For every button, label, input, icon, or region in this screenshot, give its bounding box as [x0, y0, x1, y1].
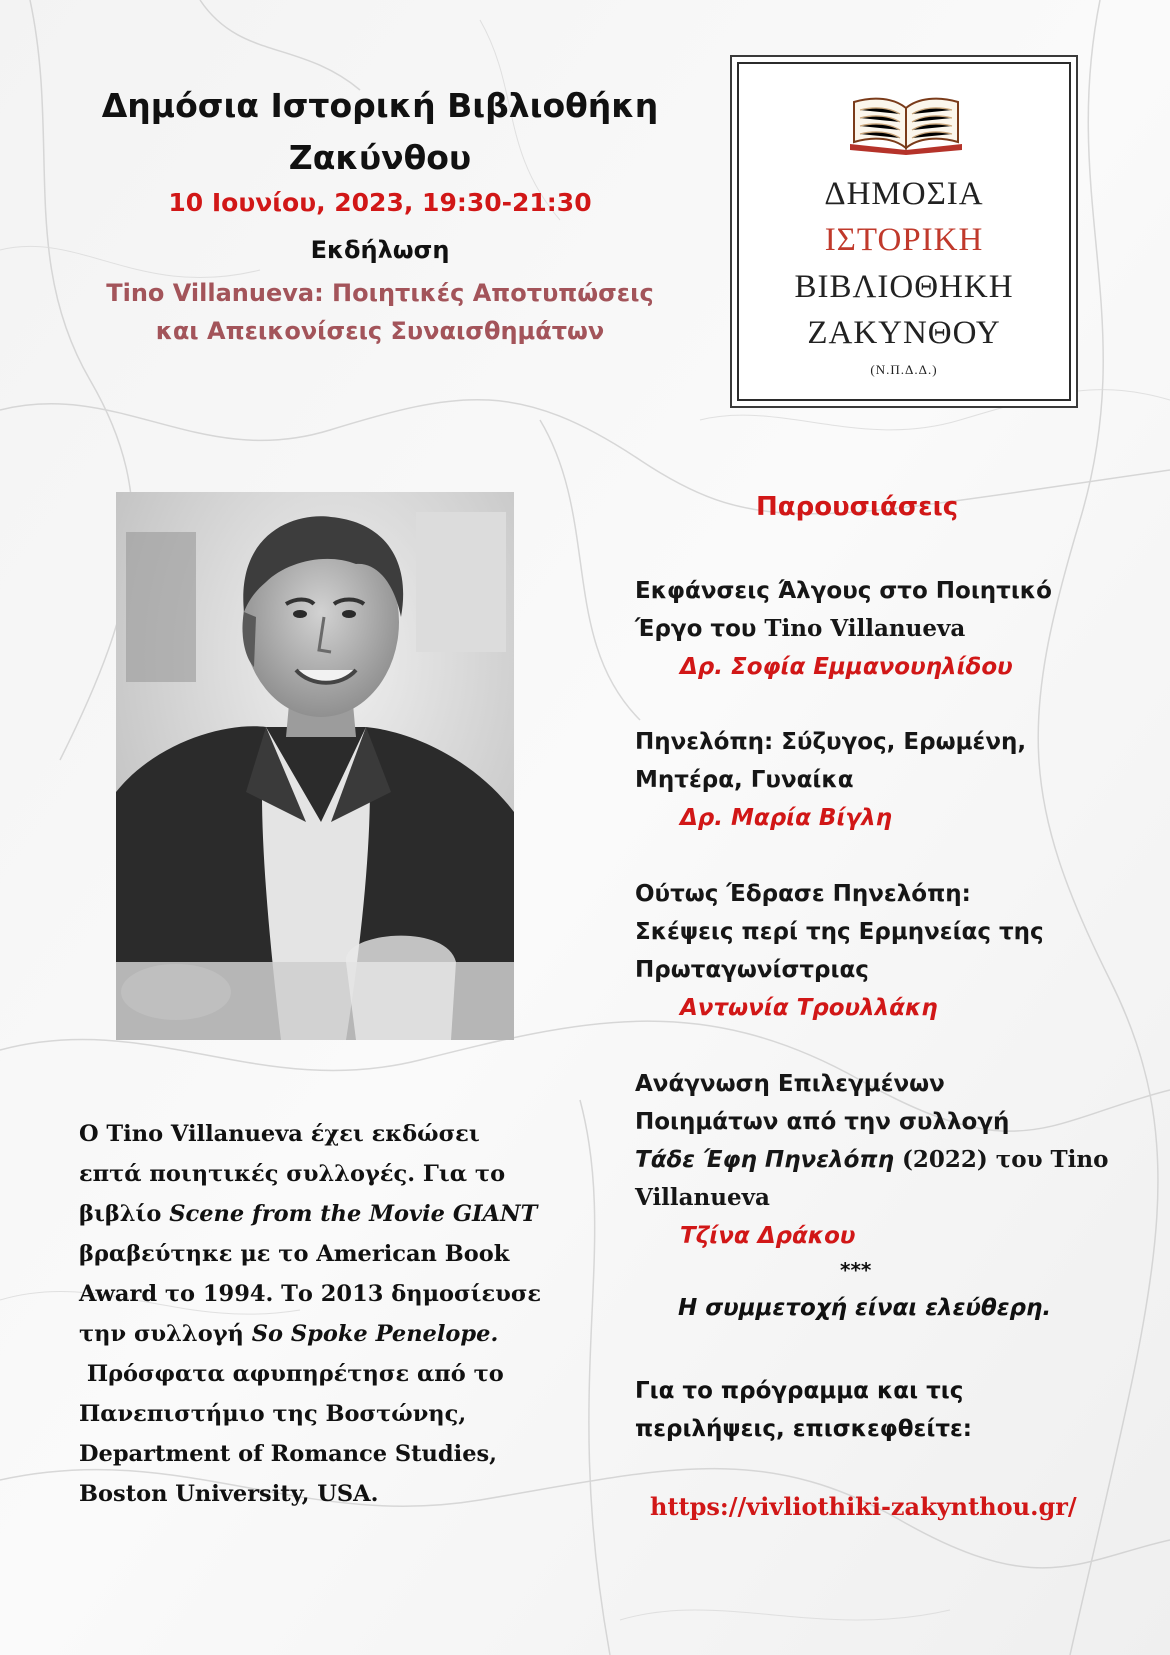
bio-line: επτά ποιητικές συλλογές. Για το [79, 1161, 506, 1187]
book-title-penelope: So Spoke Penelope. [251, 1321, 499, 1347]
event-date: 10 Ιουνίου, 2023, 19:30-21:30 [168, 188, 592, 217]
talk-title-line: Μητέρα, Γυναίκα [635, 767, 854, 793]
separator: *** [840, 1258, 872, 1282]
program-info-line1: Για το πρόγραμμα και τις [635, 1378, 964, 1404]
talk-speaker: Δρ. Σοφία Εμμανουηλίδου [680, 654, 1013, 680]
bio-text: βιβλίο [79, 1201, 170, 1227]
talk-item [635, 723, 1115, 837]
talk-speaker: Τζίνα Δράκου [680, 1223, 856, 1249]
talk-title-line: Ποιημάτων από την συλλογή [635, 1109, 1010, 1135]
bio-line: βραβεύτηκε με το American Book [79, 1241, 510, 1267]
book-title-giant: Scene from the Movie GIANT [169, 1201, 538, 1227]
logo-line1: ΔΗΜΟΣΙΑ [824, 176, 984, 212]
talk-item [635, 875, 1115, 1027]
library-title-line2: Ζακύνθου [288, 138, 472, 177]
program-info [635, 1372, 1115, 1448]
bio-line: Boston University, USA. [79, 1481, 379, 1507]
bio-line: Award το 1994. Το 2013 δημοσίευσε [79, 1281, 542, 1307]
event-title [40, 274, 720, 350]
talk-speaker: Αντωνία Τρουλλάκη [680, 995, 938, 1021]
talk-title-text: Έργο του [635, 616, 765, 642]
program-info-line2: περιλήψεις, επισκεφθείτε: [635, 1416, 973, 1442]
author-portrait [116, 492, 514, 1040]
open-book-icon [846, 92, 966, 156]
talk-item [635, 1065, 1115, 1255]
talk-title-author: Tino Villanueva [764, 615, 966, 642]
logo-line2: ΙΣΤΟΡΙΚΗ [824, 222, 984, 258]
event-title-line1: Tino Villanueva: Ποιητικές Αποτυπώσεις [106, 279, 654, 307]
free-entry-note: Η συμμετοχή είναι ελεύθερη. [678, 1295, 1052, 1321]
collection-title: Τάδε Έφη Πηνελόπη [635, 1147, 894, 1173]
bio-line: Πρόσφατα αφυπηρέτησε από το [79, 1361, 504, 1387]
logo-abbreviation: (Ν.Π.Δ.Δ.) [870, 362, 938, 377]
bio-line: Department of Romance Studies, [79, 1441, 498, 1467]
bio-text: την συλλογή [79, 1321, 252, 1347]
talk-title-line: Εκφάνσεις Άλγους στο Ποιητικό [635, 578, 1052, 604]
bio-line: Πανεπιστήμιο της Βοστώνης, [79, 1401, 467, 1427]
logo-line4: ΖΑΚΥΝΘΟΥ [807, 315, 1001, 351]
talk-title-line: Ανάγνωση Επιλεγμένων [635, 1071, 945, 1097]
presentations-heading: Παρουσιάσεις [756, 492, 959, 522]
talk-title-line [635, 610, 1115, 648]
event-title-line2: και Απεικονίσεις Συναισθημάτων [155, 317, 605, 345]
talk-title-line [635, 1141, 1115, 1179]
talk-title-line: Σκέψεις περί της Ερμηνείας της [635, 919, 1044, 945]
talk-title-text: (2022) του Tino [893, 1146, 1109, 1173]
website-link[interactable]: https://vivliothiki-zakynthou.gr/ [650, 1492, 1077, 1521]
author-bio [79, 1114, 579, 1514]
library-title [40, 80, 720, 184]
talk-title-line: Villanueva [635, 1184, 770, 1211]
bio-line [79, 1314, 579, 1354]
library-logo [737, 62, 1071, 401]
bio-line: Ο Tino Villanueva έχει εκδώσει [79, 1121, 480, 1147]
talk-title-line: Πρωταγωνίστριας [635, 957, 869, 983]
library-title-line1: Δημόσια Ιστορική Βιβλιοθήκη [101, 86, 659, 125]
logo-line3: ΒΙΒΛΙΟΘΗΚΗ [794, 269, 1014, 305]
talk-title-line: Πηνελόπη: Σύζυγος, Ερωμένη, [635, 729, 1027, 755]
talk-title-line: Ούτως Έδρασε Πηνελόπη: [635, 881, 971, 907]
event-label: Εκδήλωση [310, 236, 450, 264]
talk-speaker: Δρ. Μαρία Βίγλη [680, 805, 893, 831]
bio-line [79, 1194, 579, 1234]
talk-item [635, 572, 1115, 686]
